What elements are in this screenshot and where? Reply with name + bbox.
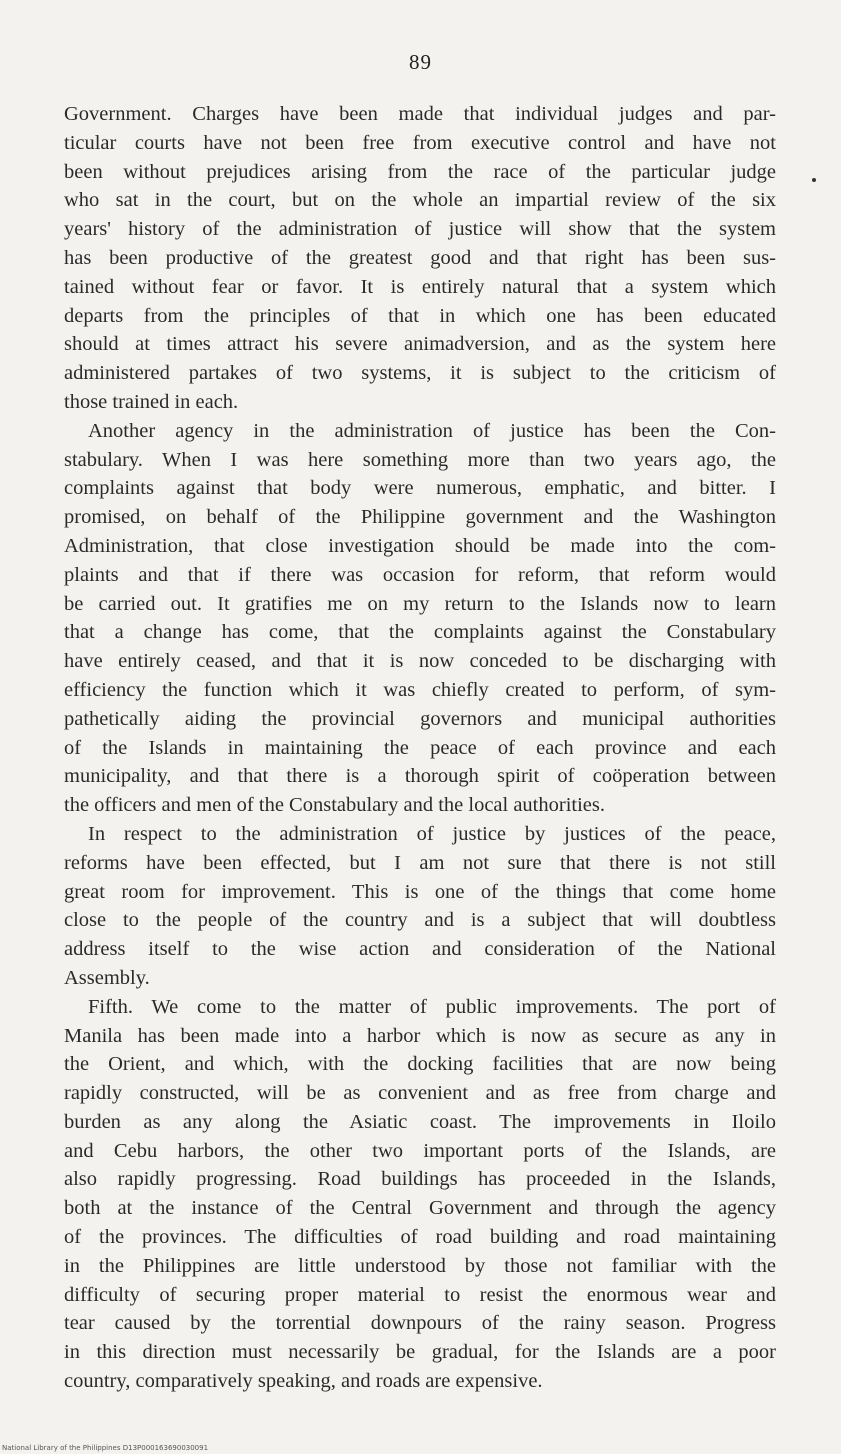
text-line: Another agency in the administration of justice has been the Con-: [88, 419, 776, 442]
text-line: also rapidly progressing. Road buildings has proceeded in the Islands,: [64, 1168, 776, 1191]
text-line: close to the people of the country and is a subject that will doubtless: [64, 909, 776, 932]
text-line: plaints and that if there was occasion for reform, that reform would: [64, 563, 776, 586]
text-line: tear caused by the torrential downpours of the rainy season. Progress: [64, 1312, 776, 1335]
text-line: should at times attract his severe animadversion, and as the system here: [64, 333, 776, 356]
text-line: been without prejudices arising from the race of the particular judge: [64, 160, 776, 183]
text-line: Assembly.: [64, 966, 150, 989]
paragraph-public-improvements: [64, 993, 776, 1396]
text-line: have entirely ceased, and that it is now conceded to be discharging with: [64, 650, 776, 673]
text-line: Manila has been made into a harbor which is now as secure as any in: [64, 1024, 776, 1047]
text-line: country, comparatively speaking, and roads are expensive.: [64, 1370, 543, 1393]
text-line: years' history of the administration of justice will show that the system: [64, 218, 776, 241]
text-line: of the provinces. The difficulties of road building and road maintaining: [64, 1226, 776, 1249]
text-line: and Cebu harbors, the other two important ports of the Islands, are: [64, 1139, 776, 1162]
text-line: in this direction must necessarily be gradual, for the Islands are a poor: [64, 1341, 776, 1364]
text-line: complaints against that body were numerous, emphatic, and bitter. I: [64, 477, 776, 500]
text-line: that a change has come, that the complaints against the Constabulary: [64, 621, 776, 644]
paragraph-justices-of-peace: [64, 820, 776, 993]
text-line: administered partakes of two systems, it is subject to the criticism of: [64, 362, 776, 385]
text-line: promised, on behalf of the Philippine government and the Washington: [64, 506, 776, 529]
text-line: who sat in the court, but on the whole an impartial review of the six: [64, 189, 776, 212]
text-line: efficiency the function which it was chiefly created to perform, of sym-: [64, 678, 776, 701]
text-line: has been productive of the greatest good and that right has been sus-: [64, 246, 776, 269]
text-line: in the Philippines are little understood by those not familiar with the: [64, 1254, 776, 1277]
text-line: difficulty of securing proper material to resist the enormous wear and: [64, 1283, 776, 1306]
text-line: stabulary. When I was here something more than two years ago, the: [64, 448, 776, 471]
text-line: Administration, that close investigation should be made into the com-: [64, 534, 776, 557]
text-line: tained without fear or favor. It is entirely natural that a system which: [64, 275, 776, 298]
text-line: the officers and men of the Constabulary and the local authorities.: [64, 794, 605, 817]
text-line: those trained in each.: [64, 390, 239, 413]
text-line: both at the instance of the Central Government and through the agency: [64, 1197, 776, 1220]
text-line: be carried out. It gratifies me on my return to the Islands now to learn: [64, 592, 776, 615]
text-line: pathetically aiding the provincial governors and municipal authorities: [64, 707, 776, 730]
paragraph-government: [64, 100, 776, 417]
ink-speck: [812, 178, 816, 182]
text-line: of the Islands in maintaining the peace of each province and each: [64, 736, 776, 759]
page-number: 89: [409, 50, 432, 74]
text-line: Government. Charges have been made that individual judges and par-: [64, 103, 776, 125]
text-line: burden as any along the Asiatic coast. The improvements in Iloilo: [64, 1110, 776, 1133]
text-line: the Orient, and which, with the docking facilities that are now being: [64, 1053, 776, 1076]
paragraph-constabulary: [64, 417, 776, 820]
body-text: [64, 100, 776, 1396]
text-line: reforms have been effected, but I am not sure that there is not still: [64, 851, 776, 874]
footer-credit: National Library of the Philippines D13P000163690030091: [2, 1444, 209, 1452]
text-line: ticular courts have not been free from executive control and have not: [64, 131, 776, 154]
text-line: Fifth. We come to the matter of public improvements. The port of: [88, 995, 776, 1018]
text-line: departs from the principles of that in which one has been educated: [64, 304, 776, 327]
text-line: rapidly constructed, will be as convenient and as free from charge and: [64, 1082, 776, 1105]
text-line: municipality, and that there is a thorough spirit of coöperation between: [64, 765, 776, 788]
text-line: In respect to the administration of justice by justices of the peace,: [88, 822, 776, 845]
text-line: great room for improvement. This is one of the things that come home: [64, 880, 776, 903]
text-line: address itself to the wise action and consideration of the National: [64, 938, 776, 961]
